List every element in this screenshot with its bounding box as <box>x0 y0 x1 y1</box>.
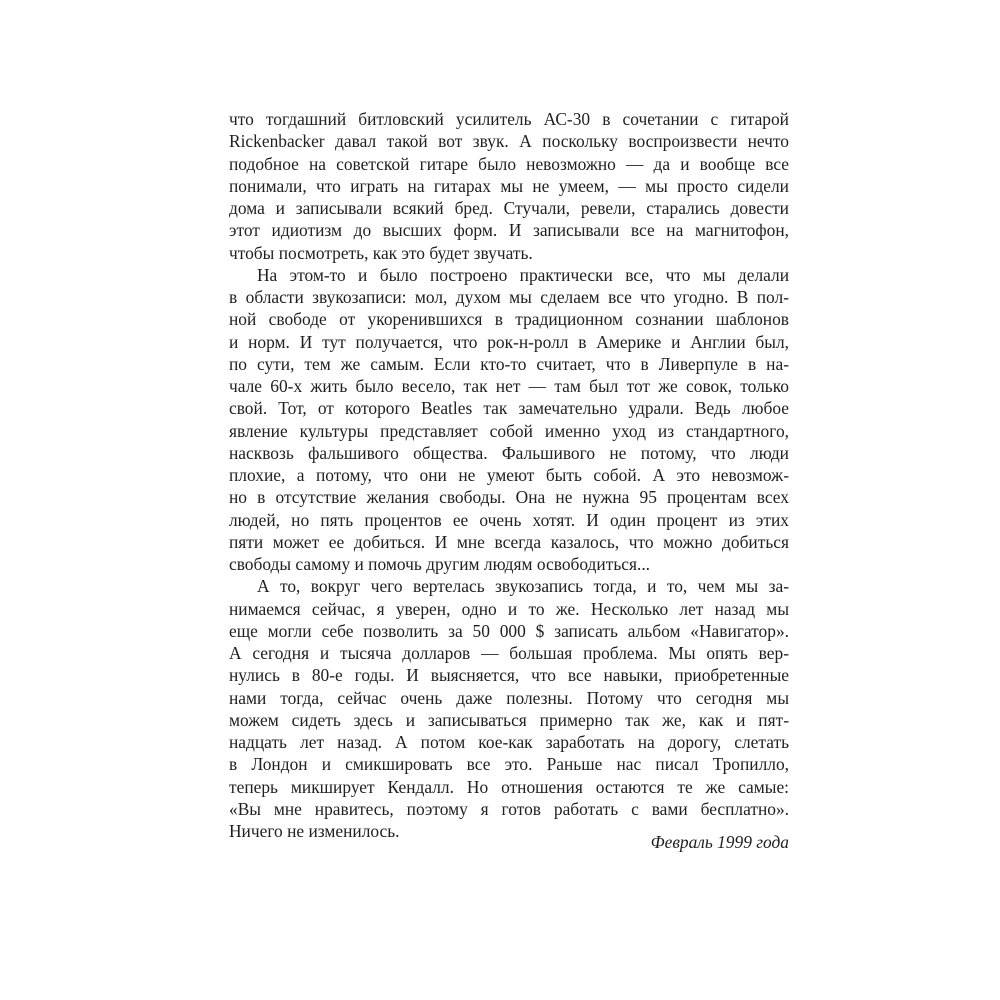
text-line: можем сидеть здесь и записываться примерно так же, как и пят- <box>229 709 789 730</box>
text-line: пяти может ее добиться. И мне всегда казалось, что можно добиться <box>229 531 789 552</box>
text-line: в области звукозаписи: мол, духом мы сделаем все что угодно. В пол- <box>229 287 789 307</box>
text-line: А то, вокруг чего вертелась звукозапись тогда, и то, чем мы за- <box>257 576 789 597</box>
text-line: этот идиотизм до высших форм. И записывали все на магнитофон, <box>229 220 789 241</box>
text-line: но в отсутствие желания свободы. Она не нужна 95 процентам всех <box>229 487 789 508</box>
text-line: «Вы мне нравитесь, поэтому я готов работать с вами бесплатно». <box>229 798 789 819</box>
paragraph-2 <box>229 264 789 576</box>
text-line: свободы самому и помочь другим людям освободиться... <box>229 554 651 574</box>
text-line: чтобы посмотреть, как это будет звучать. <box>229 242 533 263</box>
text-line: явление культуры представляет собой именно уход из стандартного, <box>229 420 789 441</box>
text-line: Rickenbacker давал такой вот звук. А поскольку воспроизвести нечто <box>229 131 789 152</box>
text-line: На этом-то и было построено практически все, что мы делали <box>257 264 789 285</box>
paragraph-3 <box>229 575 789 842</box>
body-text <box>229 108 789 842</box>
text-line: ной свободе от укоренившихся в традиционном сознании шаблонов <box>229 309 789 330</box>
text-line: Ничего не изменилось. <box>229 821 400 841</box>
text-line: насквозь фальшивого общества. Фальшивого не потому, что люди <box>229 442 789 463</box>
text-line: и норм. И тут получается, что рок-н-ролл в Америке и Англии был, <box>229 331 789 352</box>
text-line: подобное на советской гитаре было невозможно — да и вообще все <box>229 153 789 174</box>
text-line: дома и записывали всякий бред. Стучали, ревели, старались довести <box>229 198 789 218</box>
text-line: нулись в 80-е годы. И выясняется, что все навыки, приобретенные <box>229 665 789 686</box>
text-line: теперь микширует Кендалл. Но отношения остаются те же самые: <box>229 776 789 797</box>
text-line: нами тогда, сейчас очень даже полезны. Потому что сегодня мы <box>229 687 789 708</box>
text-line: понимали, что играть на гитарах мы не умеем, — мы просто сидели <box>229 175 789 196</box>
text-line: свой. Тот, от которого Beatles так замечательно удрали. Ведь любое <box>229 398 789 419</box>
text-line: плохие, а потому, что они не умеют быть собой. А это невозмож- <box>229 465 789 485</box>
text-line: надцать лет назад. А потом кое-как заработать на дорогу, слетать <box>229 732 789 752</box>
text-line: нимаемся сейчас, я уверен, одно и то же. Несколько лет назад мы <box>229 598 789 619</box>
text-line: людей, но пять процентов ее очень хотят. И один процент из этих <box>229 509 789 530</box>
text-line: в Лондон и смикшировать все это. Раньше нас писал Тропилло, <box>229 754 789 775</box>
paragraph-1 <box>229 108 789 264</box>
text-line: еще могли себе позволить за 50 000 $ записать альбом «Навигатор». <box>229 620 789 641</box>
text-line: А сегодня и тысяча долларов — большая проблема. Мы опять вер- <box>229 643 789 663</box>
text-line: чале 60-х жить было весело, так нет — там был тот же совок, только <box>229 376 789 396</box>
date-signature: Февраль 1999 года <box>650 832 789 852</box>
text-line: что тогдашний битловский усилитель АС-30 в сочетании с гитарой <box>229 109 789 129</box>
text-line: по сути, тем же самым. Если кто-то считает, что в Ливерпуле в на- <box>229 353 789 374</box>
